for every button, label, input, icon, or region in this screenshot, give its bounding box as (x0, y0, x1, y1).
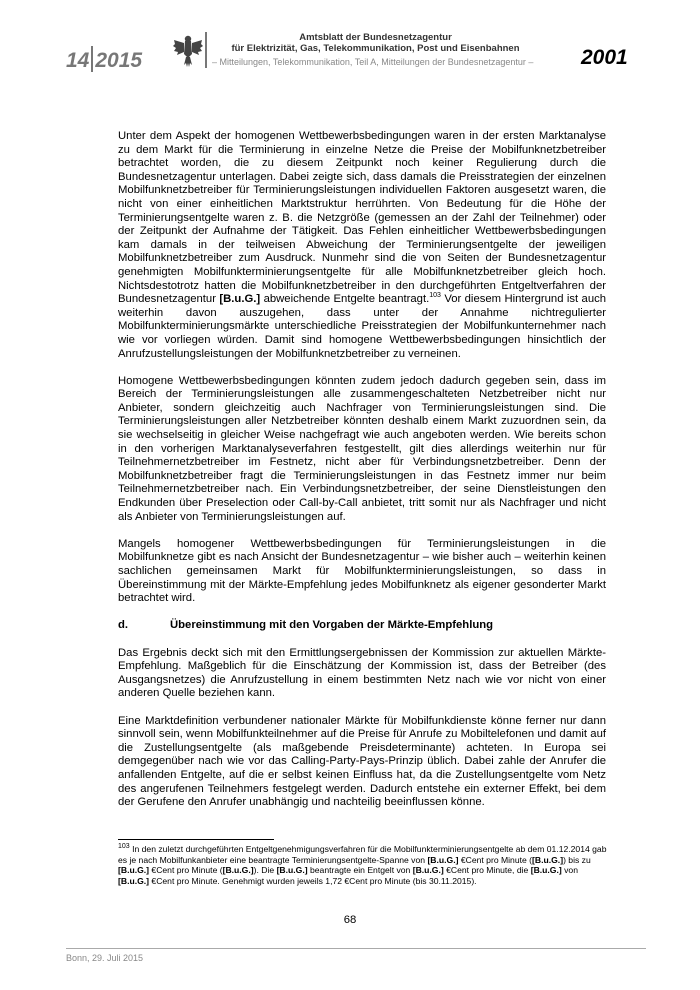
footer-divider (66, 948, 646, 949)
paragraph-text: Vor diesem Hintergrund ist auch weiterhin davon auszugehen, dass unter der Annahme nichtregulierter Mobilfunkterminierungsmärkte unterschiedliche Preisstrategien der Mobilfunkunternehmer nach wie vor vorliegen würden. Damit sind homogene Wettbewerbsbedingungen hinsichtlich der Anrufzustellungsleistungen der Mobilfunknetzbetreiber zu verneinen. (118, 293, 607, 360)
footnote-text: €Cent pro Minute, die (446, 865, 529, 876)
paragraph-text: Unter dem Aspekt der homogenen Wettbewerbsbedingungen waren in der ersten Marktanalyse zu dem Markt für die Terminierung in einzelne Netze die Preise der Mobilfunknetzbetreiber betrachtet worden, die zu diesem Zeitpunkt noch keiner Regulierung durch die Bundesnetzagentur unterlagen. Dabei zeigte sich, dass damals die Preisstrategien der einzelnen Mobilfunknetzbetreiber für Terminierungsleistungen individuellen Faktoren ausgesetzt waren, die nicht von einer einheitlichen Marktstruktur herrührten. Von Bedeutung für die Höhe der Terminierungsentgelte waren z. B. die Netzgröße (gemessen an der Zahl der Teilnehmer) oder der Zeitpunkt der Aufnahme der Tätigkeit. Das Fehlen einheitlicher Wettbewerbsbedingungen kam damals in der teilweisen Abweichung der Terminierungsentgelte der jeweiligen Mobilfunknetzbetreiber zum Ausdruck. Nunmehr sind die von Seiten der Bundesnetzagentur genehmigten Mobilfunkterminierungsentgelte für alle Mobilfunknetzbetreiber gleich hoch. Nichtsdestotrotz hatten die Mobilfunknetzbetreiber in den durchgeführten Entgeltverfahren der Bundesnetzagentur (118, 130, 606, 306)
redaction-marker: [B.u.G.] (530, 865, 562, 876)
redaction-marker: [B.u.G.] (118, 875, 150, 886)
footnote-text: ). Die (253, 865, 275, 876)
federal-eagle-icon (173, 32, 203, 70)
footnote-marker: 103 (118, 843, 130, 851)
document-page-number: 68 (343, 914, 357, 926)
footnote (118, 844, 608, 886)
footnote-text: €Cent pro Minute ( (151, 865, 223, 876)
gazette-page-number: 2001 (581, 46, 628, 69)
gazette-title (212, 32, 539, 54)
header-divider (205, 32, 207, 68)
section-number: d. (118, 619, 129, 632)
paragraph-market-definition: Eine Marktdefinition verbundener nationaler Märkte für Mobilfunkdienste könne ferner nur dann sinnvoll sein, wenn Mobilfunkteilnehmer auf die Preise für Anrufe zu Mobiltelefonen und damit auf die Zustellungsentgelte (als maßgebende Preisdeterminante) achteten. In Europa sei demgegenüber nach wie vor das Calling-Party-Pays-Prinzip üblich. Dabei zahle der Anrufer die anfallenden Entgelte, auf die er selbst keinen Einfluss hat, da die Zustellungsentgelte vom Netz des angerufenen Teilnehmers festgelegt werden. Dadurch entstehe ein externer Effekt, bei dem der Gerufene den Anrufer unabhängig und nachteilig beeinflussen könne. (118, 714, 606, 809)
gazette-title-line1: Amtsblatt der Bundesnetzagentur (299, 32, 452, 43)
issue-year: 2015 (95, 49, 143, 72)
gazette-subtitle: – Mitteilungen, Telekommunikation, Teil A, Mitteilungen der Bundesnetzagentur – (212, 57, 534, 67)
redaction-marker: [B.u.G.] (118, 865, 150, 876)
paragraph-homogeneous-conditions (118, 130, 606, 361)
redaction-marker: [B.u.G.] (412, 865, 444, 876)
redaction-marker: [B.u.G.] (276, 865, 308, 876)
footer-place-date: Bonn, 29. Juli 2015 (66, 953, 144, 963)
footnote-text: ) bis zu (563, 854, 591, 865)
redaction-marker: [B.u.G.] (219, 293, 261, 306)
issue-label (66, 46, 142, 73)
footnote-text: von (564, 865, 578, 876)
paragraph-reciprocal-termination: Homogene Wettbewerbsbedingungen könnten zudem jedoch dadurch gegeben sein, dass im Bereich der Terminierungsleistungen alle zusammengeschalteten Netzbetreiber nicht nur Anbieter, sondern gleichzeitig auch Nachfrager von Terminierungsleistungen sind. Die Terminierungsleistungen aller Netzbetreiber könnten deshalb einem Markt zuzuordnen sein, da sie wechselseitig in gleicher Weise nachgefragt wie auch angeboten werden. Wie bereits schon in den vorherigen Marktanalyseverfahren festgestellt, gilt dies allerdings weiterhin nur für Teilnehmernetzbetreiber im Festnetz, nicht aber für Verbindungsnetzbetreiber. Denn der Mobilfunknetzbetreiber fragt die Terminierungsleistungen in das Festnetz immer nur beim Teilnehmernetzbetreiber nach. Ein Verbindungsnetzbetreiber, der seine Dienstleistungen den Endkunden über Preselection oder Call-by-Call anbietet, tritt somit nur als Nachfrager und nicht als Anbieter von Terminierungsleistungen auf. (118, 374, 606, 523)
footnote-text: In den zuletzt durchgeführten Entgeltgenehmigungsverfahren für die Mobilfunkterminierungsentgelte ab dem 01.12.2014 gab es je nach Mobilfunkanbieter eine beantragte Terminierungsentgelte-Spanne von (118, 844, 607, 865)
issue-number: 14 (66, 49, 90, 72)
redaction-marker: [B.u.G.] (532, 854, 564, 865)
redaction-marker: [B.u.G.] (222, 865, 254, 876)
footnote-separator (118, 839, 274, 840)
section-title: Übereinstimmung mit den Vorgaben der Märkte-Empfehlung (170, 619, 494, 632)
footnote-text: €Cent pro Minute. Genehmigt wurden jeweils 1,72 €Cent pro Minute (bis 30.11.2015). (151, 875, 477, 886)
main-text (118, 130, 606, 823)
paragraph-text: abweichende Entgelte beantragt. (263, 293, 430, 306)
footnote-text: beantragte ein Entgelt von (309, 865, 411, 876)
footnote-reference[interactable]: 103 (429, 292, 441, 300)
issue-separator (91, 46, 93, 72)
paragraph-commission-findings: Das Ergebnis deckt sich mit den Ermittlungsergebnissen der Kommission zur aktuellen Märkte-Empfehlung. Maßgeblich für die Einschätzung der Kommission ist, dass der Betreiber (des Ausgangsnetzes) die Anrufzustellung in einem bestimmten Netz nach wie vor nicht von einer anderen Quelle beziehen kann. (118, 646, 606, 700)
section-heading (118, 619, 606, 633)
paragraph-conclusion: Mangels homogener Wettbewerbsbedingungen für Terminierungsleistungen in die Mobilfunknetze gibt es nach Ansicht der Bundesnetzagentur – wie bisher auch – weiterhin keinen sachlichen gemeinsamen Markt für Mobilfunkterminierungsleistungen, so dass in Übereinstimmung mit der Märkte-Empfehlung jedes Mobilfunknetz als eigener gesonderter Markt betrachtet wird. (118, 537, 606, 605)
redaction-marker: [B.u.G.] (427, 854, 459, 865)
footnote-text: €Cent pro Minute ( (460, 854, 533, 865)
gazette-title-line2: für Elektrizität, Gas, Telekommunikation, Post und Eisenbahnen (231, 43, 520, 54)
